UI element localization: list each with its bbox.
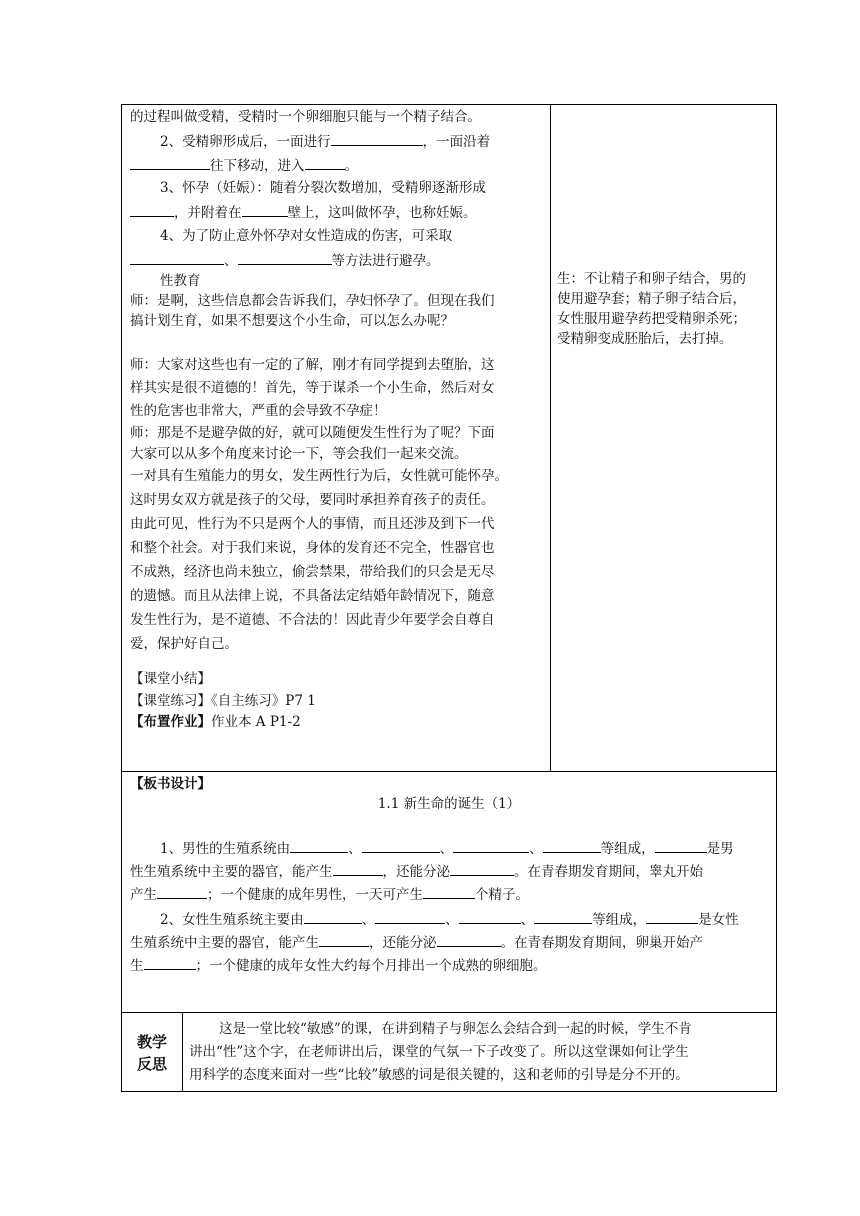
fill-blank-line: 往下移动，进入 。 — [130, 155, 358, 176]
blank[interactable] — [130, 202, 174, 217]
blank[interactable] — [319, 932, 369, 947]
fill-blank-line: 性生殖系统中主要的器官，能产生 ，还能分泌 。在青春期发育期间，睾丸开始 — [130, 861, 703, 882]
fill-blank-line: 生 ；一个健康的成年女性大约每个月排出一个成熟的卵细胞。 — [130, 955, 547, 976]
blank[interactable] — [450, 861, 514, 876]
text-line: 的遗憾。而且从法律上说，不具备法定结婚年龄情况下，随意 — [130, 588, 495, 604]
reflection-label: 反思 — [136, 1055, 167, 1073]
reflection-text: 讲出“性”这个字，在老师讲出后，课堂的气氛一下子改变了。所以这堂课如何让学生 — [189, 1044, 689, 1060]
blank[interactable] — [305, 155, 345, 170]
text-line: 3、怀孕（妊娠）：随着分裂次数增加，受精卵逐渐形成 — [160, 180, 486, 196]
blank[interactable] — [459, 909, 521, 924]
text-line: 这时男女双方就是孩子的父母，要同时承担养育孩子的责任。 — [130, 492, 495, 508]
fill-blank-line: 产生 ；一个健康的成年男性，一天可产生 个精子。 — [130, 884, 529, 905]
text-line: 和整个社会。对于我们来说，身体的发育还不完全，性器官也 — [130, 540, 495, 556]
reflection-label-cell — [121, 1012, 183, 1092]
blank[interactable] — [375, 909, 445, 924]
student-activity-cell — [550, 104, 777, 772]
blank[interactable] — [437, 932, 501, 947]
fill-blank-line: 2、受精卵形成后，一面进行 ，一面沿着 — [160, 131, 490, 152]
board-title: 1.1 新生命的诞生（1） — [377, 796, 521, 812]
blank[interactable] — [453, 838, 529, 853]
text-line: 性的危害也非常大，严重的会导致不孕症！ — [130, 403, 387, 419]
homework-line: 【布置作业】作业本 A P1-2 — [130, 714, 301, 730]
blank[interactable] — [543, 838, 601, 853]
text-line: 样其实是很不道德的！首先，等于谋杀一个小生命，然后对女 — [130, 380, 495, 396]
reflection-text: 这是一堂比较“敏感”的课，在讲到精子与卵怎么会结合到一起的时候，学生不肯 — [219, 1021, 692, 1037]
reflection-content-cell — [182, 1012, 777, 1092]
text-line: 不成熟，经济也尚未独立，偷尝禁果，带给我们的只会是无尽 — [130, 564, 495, 580]
class-exercise-line: 【课堂练习】《自主练习》P7 1 — [130, 693, 316, 709]
blank[interactable] — [331, 131, 423, 146]
student-response-line: 受精卵变成胚胎后，去打掉。 — [557, 331, 733, 347]
text-line: 由此可见，性行为不只是两个人的事情，而且还涉及到下一代 — [130, 516, 495, 532]
text-line: 师：大家对这些也有一定的了解，刚才有同学提到去堕胎，这 — [130, 357, 495, 373]
blank[interactable] — [242, 202, 288, 217]
class-summary-heading: 【课堂小结】 — [130, 671, 211, 687]
blank[interactable] — [157, 884, 207, 899]
text-line: 师：那是不是避孕做的好，就可以随便发生性行为了呢？下面 — [130, 425, 495, 441]
text-line: 师：是啊，这些信息都会告诉我们，孕妇怀孕了。但现在我们 — [130, 293, 495, 309]
blank[interactable] — [144, 955, 196, 970]
blank[interactable] — [655, 838, 707, 853]
blank[interactable] — [362, 838, 440, 853]
fill-blank-line: 2、女性生殖系统主要由 、 、 、 等组成， 是女性 — [160, 909, 739, 930]
text-line: 的过程叫做受精，受精时一个卵细胞只能与一个精子结合。 — [130, 109, 481, 125]
text-line: 搞计划生育，如果不想要这个小生命，可以怎么办呢？ — [130, 313, 454, 329]
fill-blank-line: 生殖系统中主要的器官，能产生 ，还能分泌 。在青春期发育期间，卵巢开始产 — [130, 932, 703, 953]
blank[interactable] — [130, 155, 210, 170]
text-line: 爱，保护好自己。 — [130, 636, 238, 652]
fill-blank-line: ，并附着在 壁上，这叫做怀孕，也称妊娠。 — [130, 202, 477, 223]
blank[interactable] — [130, 250, 224, 265]
blank[interactable] — [304, 909, 362, 924]
blank[interactable] — [423, 884, 475, 899]
text-line: 发生性行为，是不道德、不合法的！因此青少年要学会自尊自 — [130, 612, 495, 628]
fill-blank-line: 1、男性的生殖系统由 、 、 、 等组成， 是男 — [160, 838, 734, 859]
blank[interactable] — [646, 909, 698, 924]
text-line: 一对具有生殖能力的男女，发生两性行为后，女性就可能怀孕。 — [130, 468, 508, 484]
student-response-line: 女性服用避孕药把受精卵杀死； — [557, 311, 746, 327]
blank[interactable] — [333, 861, 383, 876]
blank[interactable] — [290, 838, 348, 853]
fill-blank-line: 、 等方法进行避孕。 — [130, 250, 440, 271]
blank[interactable] — [534, 909, 592, 924]
text-line: 大家可以从多个角度来讨论一下，等会我们一起来交流。 — [130, 446, 468, 462]
section-label: 性教育 — [160, 273, 201, 289]
board-design-heading: 【板书设计】 — [130, 776, 211, 792]
text-line: 4、为了防止意外怀孕对女性造成的伤害，可采取 — [160, 228, 453, 244]
teaching-process-cell — [121, 104, 550, 772]
board-design-cell — [121, 771, 777, 1013]
reflection-text: 用科学的态度来面对一些“比较”敏感的词是很关键的，这和老师的引导是分不开的。 — [189, 1067, 689, 1083]
reflection-label: 教学 — [136, 1033, 167, 1051]
student-response-line: 生：不让精子和卵子结合，男的 — [557, 271, 746, 287]
blank[interactable] — [238, 250, 332, 265]
student-response-line: 使用避孕套；精子卵子结合后， — [557, 291, 746, 307]
